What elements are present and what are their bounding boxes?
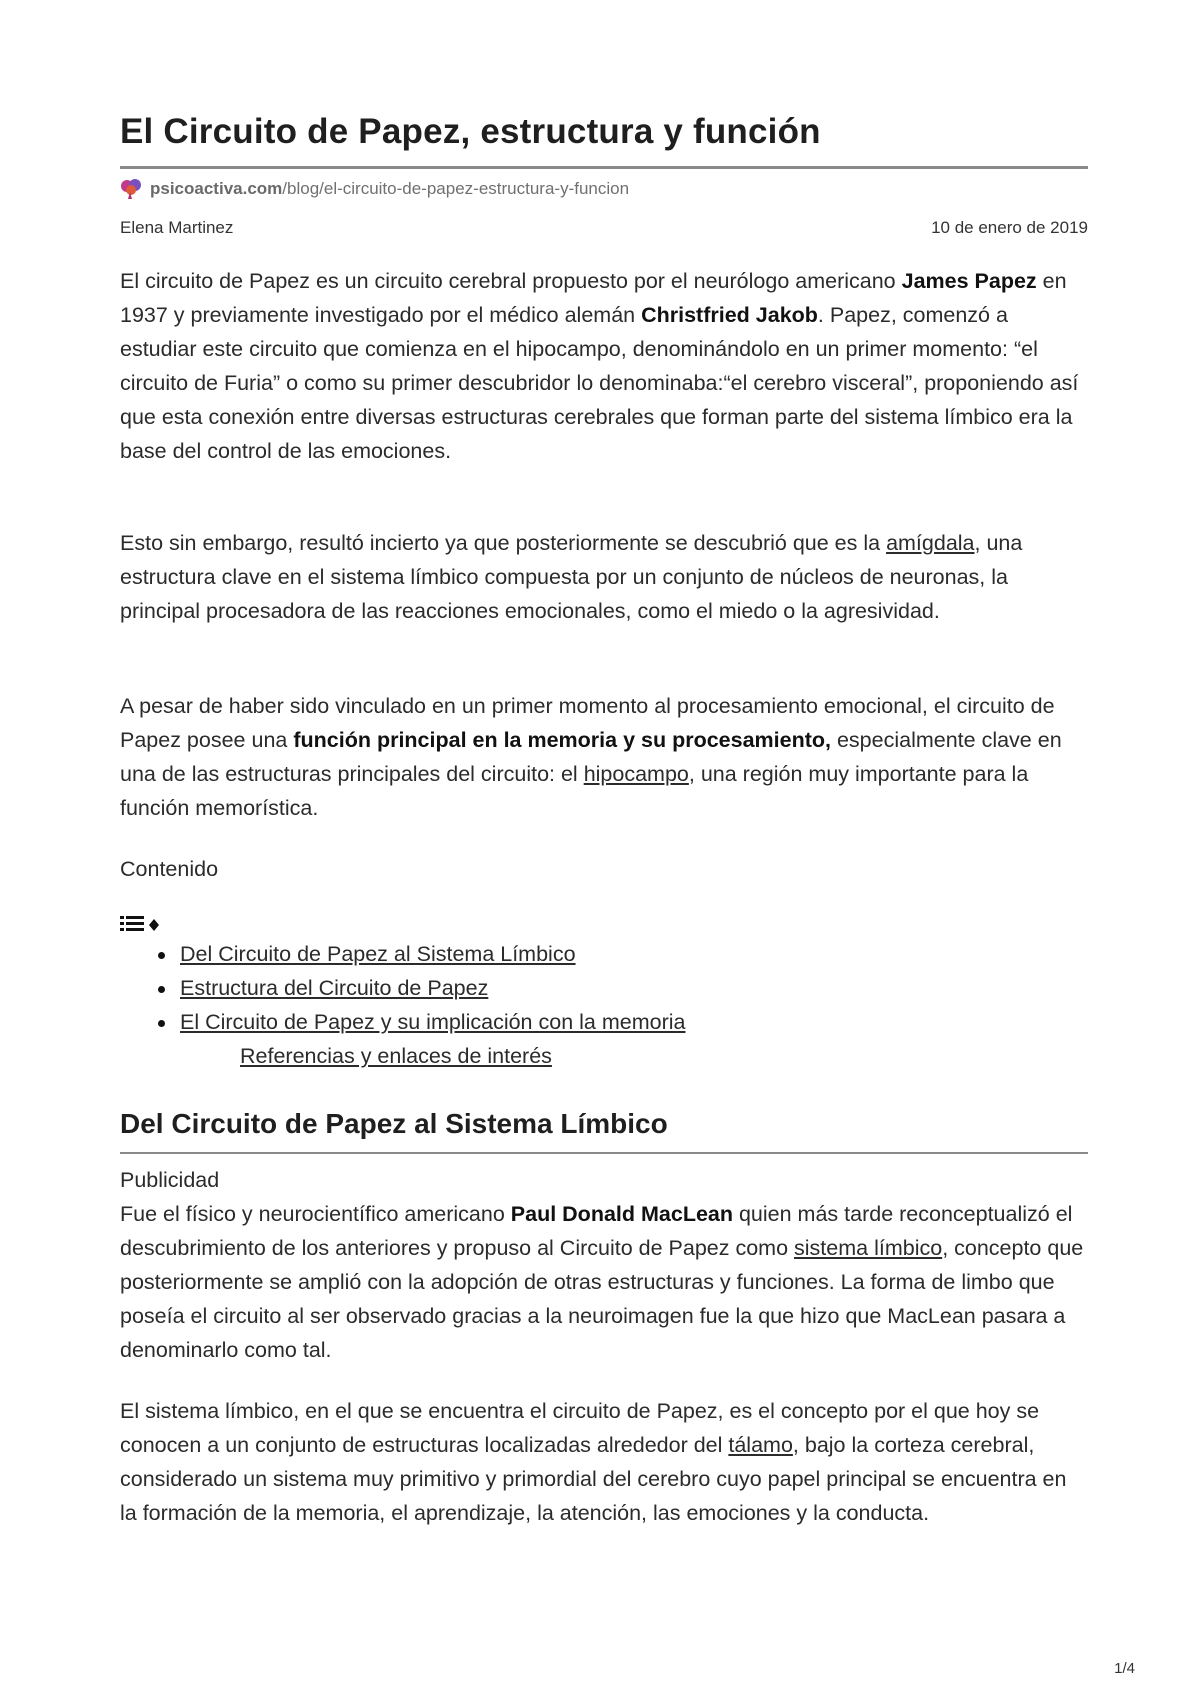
diamond-toggle-icon[interactable] xyxy=(148,915,160,938)
section-paragraph-2: El sistema límbico, en el que se encuentra el circuito de Papez, es el concepto por el que hoy se conocen a un conjunto de estructuras localizadas alrededor del tálamo, bajo la corteza cerebral, considerado un sistema muy primitivo y primordial del cerebro cuyo papel principal se encuentra en la formación de la memoria, el aprendizaje, la atención, las emociones y la conducta. xyxy=(120,1399,1067,1525)
toc-item xyxy=(120,971,1088,1005)
article-meta xyxy=(120,218,1088,238)
name-james-papez: James Papez xyxy=(901,269,1037,293)
toc-link-referencias[interactable]: Referencias y enlaces de interés xyxy=(240,1044,552,1068)
toc-link-estructura[interactable]: Estructura del Circuito de Papez xyxy=(180,976,489,1000)
section-rule xyxy=(120,1152,1088,1154)
link-hipocampo[interactable]: hipocampo xyxy=(583,762,689,786)
toc-toggle[interactable] xyxy=(120,913,160,939)
page-title: El Circuito de Papez, estructura y función xyxy=(120,112,821,151)
source-line xyxy=(120,178,629,200)
table-of-contents xyxy=(120,937,1088,1073)
paragraph-3: A pesar de haber sido vinculado en un primer momento al procesamiento emocional, el circuito de Papez posee una función principal en la memoria y su procesamiento, especialmente clave en una de las estructuras principales del circuito: el hipocampo, una región muy importante para la función memorística. xyxy=(120,694,1062,820)
toc-item xyxy=(120,1039,1088,1073)
publish-date: 10 de enero de 2019 xyxy=(931,218,1088,237)
ad-label-block xyxy=(120,1163,1088,1197)
source-domain[interactable]: psicoactiva.com xyxy=(150,179,283,198)
toc-item xyxy=(120,937,1088,971)
name-paul-maclean: Paul Donald MacLean xyxy=(510,1202,733,1226)
section-heading: Del Circuito de Papez al Sistema Límbico xyxy=(120,1108,668,1139)
toc-item xyxy=(120,1005,1088,1039)
contents-label: Contenido xyxy=(120,857,219,881)
link-amigdala[interactable]: amígdala xyxy=(886,531,975,555)
link-sistema-limbico[interactable]: sistema límbico xyxy=(794,1236,943,1260)
toc-link-memoria[interactable]: El Circuito de Papez y su implicación con la memoria xyxy=(180,1010,686,1034)
toc-link-sistema-limbico[interactable]: Del Circuito de Papez al Sistema Límbico xyxy=(180,942,576,966)
section-paragraph-1: Fue el físico y neurocientífico americano Paul Donald MacLean quien más tarde reconceptualizó el descubrimiento de los anteriores y propuso al Circuito de Papez como sistema límbico, concepto que posteriormente se amplió con la adopción de otras estructuras y funciones. La forma de limbo que poseía el circuito al ser observado gracias a la neuroimagen fue la que hizo que MacLean pasara a denominarlo como tal. xyxy=(120,1202,1084,1362)
list-icon[interactable] xyxy=(120,913,144,939)
contents-label-block xyxy=(120,852,1088,886)
page-number: 1/4 xyxy=(1114,1660,1135,1677)
author: Elena Martinez xyxy=(120,218,234,237)
paragraph-2: Esto sin embargo, resultó incierto ya que posteriormente se descubrió que es la amígdala, una estructura clave en el sistema límbico compuesta por un conjunto de núcleos de neuronas, la principal procesadora de las reacciones emocionales, como el miedo o la agresividad. xyxy=(120,531,1023,623)
title-rule xyxy=(120,166,1088,169)
name-christfried-jakob: Christfried Jakob xyxy=(641,303,818,327)
brain-favicon-icon xyxy=(120,178,144,200)
link-talamo[interactable]: tálamo xyxy=(728,1433,793,1457)
bold-funcion-principal: función principal en la memoria y su procesamiento, xyxy=(293,728,831,752)
ad-label: Publicidad xyxy=(120,1168,220,1192)
source-path[interactable]: /blog/el-circuito-de-papez-estructura-y-funcion xyxy=(282,179,630,198)
paragraph-1: El circuito de Papez es un circuito cerebral propuesto por el neurólogo americano James Papez en 1937 y previamente investigado por el médico alemán Christfried Jakob. Papez, comenzó a estudiar este circuito que comienza en el hipocampo, denominándolo en un primer momento: “el circuito de Furia” o como su primer descubridor lo denominaba:“el cerebro visceral”, proponiendo así que esta conexión entre diversas estructuras cerebrales que forman parte del sistema límbico era la base del control de las emociones. xyxy=(120,269,1079,463)
